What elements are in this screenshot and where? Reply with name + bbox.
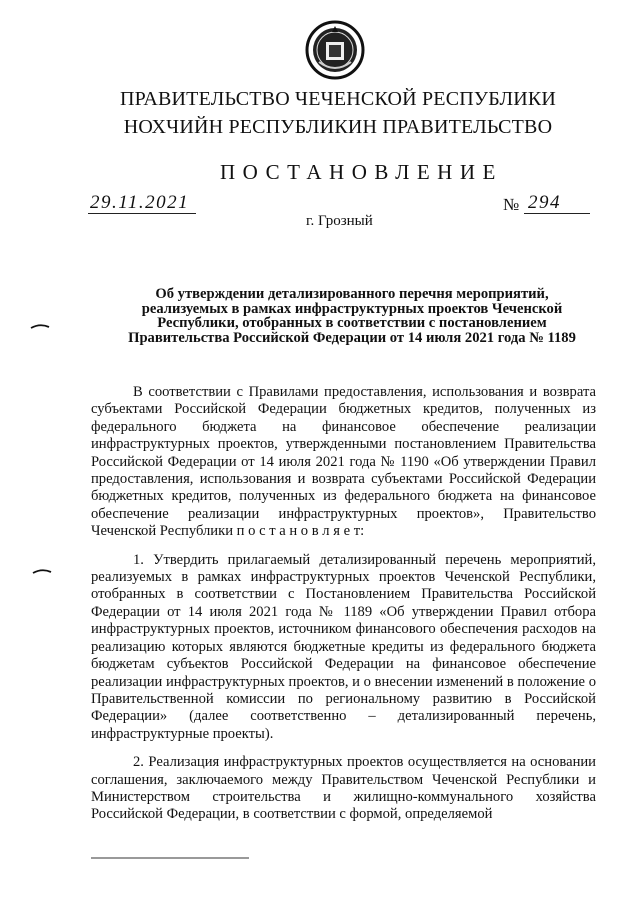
paragraph: 2. Реализация инфраструктурных проектов осуществляется на основании соглашения, заключаемого между Правительством Чеченской Республики и Министерством строительства и жилищно-коммунального хозяйства Российской Федерации, в соответствии с формой, определяемой — [91, 754, 596, 823]
paragraph: В соответствии с Правилами предоставления, использования и возврата субъектами Российской Федерации бюджетных кредитов, полученных из федерального бюджета на финансовое обеспечение реализации инфраструктурных проектов, утвержденными постановлением Правительства Российской Федерации от 14 июля 2021 года № 1190 «Об утверждении Правил предоставления, использования и возврата субъектами Российской Федерации бюджетных кредитов, полученных из федерального бюджета на финансовое обеспечение реализации инфраструктурных проектов», Правительство Чеченской Республики п о с т а н о в л я е т: — [91, 384, 596, 540]
document-type: ПОСТАНОВЛЕНИЕ — [220, 160, 503, 184]
paragraph: 1. Утвердить прилагаемый детализированный перечень мероприятий, реализуемых в рамках инфраструктурных проектов Чеченской Республики, отобранных в соответствии с Постановлением Правительства Российской Федерации от 14 июля 2021 года № 1189 «Об утверждении Правил отбора инфраструктурных проектов, источником финансового обеспечения расходов на реализацию которых являются бюджетные кредиты из федерального бюджета бюджетам субъектов Российской Федерации на финансовое обеспечение реализации инфраструктурных проектов, и о внесении изменений в положение о Правительственной комиссии по региональному развитию в Российской Федерации» (далее соответственно – детализированный перечень, инфраструктурные проекты). — [91, 551, 596, 742]
government-name-ce: НОХЧИЙН РЕСПУБЛИКИН ПРАВИТЕЛЬСТВО — [123, 116, 553, 138]
document-number: 294 — [524, 193, 590, 214]
government-name-ru: ПРАВИТЕЛЬСТВО ЧЕЧЕНСКОЙ РЕСПУБЛИКИ — [119, 88, 557, 110]
city: г. Грозный — [306, 213, 373, 229]
document-date: 29.11.2021 — [88, 193, 196, 214]
number-label: № — [503, 195, 520, 214]
footer-scan-mark — [91, 855, 251, 861]
margin-mark — [30, 322, 50, 332]
document-title: Об утверждении детализированного перечня мероприятий, реализуемых в рамках инфраструктурных проектов Чеченской Республики, отобранных в соответствии с постановлением Правительства Российской Федерации от 14 июля 2021 года № 1189 — [128, 286, 576, 346]
document-body — [91, 384, 596, 824]
coat-of-arms-icon — [305, 18, 365, 82]
margin-mark — [32, 567, 52, 577]
